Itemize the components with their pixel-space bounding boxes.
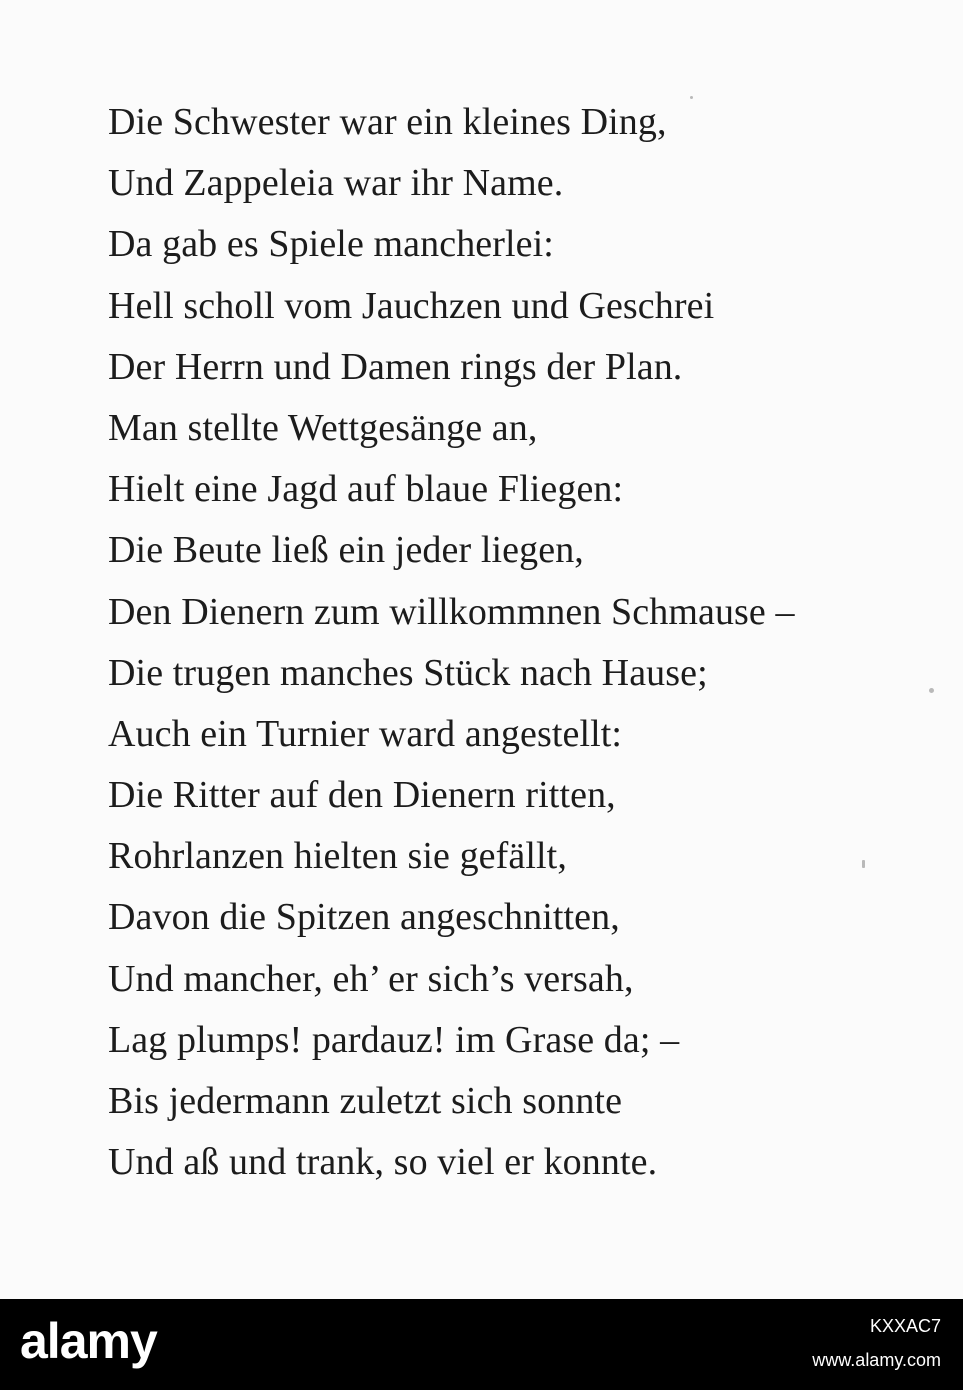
scan-speck	[862, 860, 865, 868]
poem-line: Da gab es Spiele mancherlei:	[108, 223, 554, 266]
poem-line: Die Ritter auf den Dienern ritten,	[108, 774, 616, 817]
alamy-logo: alamy	[20, 1313, 157, 1369]
poem-line: Bis jedermann zuletzt sich sonnte	[108, 1080, 623, 1122]
poem-line: Lag plumps! pardauz! im Grase da; –	[108, 1018, 680, 1061]
poem-line: Die trugen manches Stück nach Hause;	[108, 651, 708, 694]
poem-text	[108, 92, 958, 1193]
poem-line: Rohrlanzen hielten sie gefällt,	[108, 835, 567, 878]
site-url-label: www.alamy.com	[812, 1350, 941, 1370]
poem-line: Die Beute ließ ein jeder liegen,	[108, 529, 584, 572]
poem-line: Hell scholl vom Jauchzen und Geschrei	[108, 284, 715, 327]
poem-line: Auch ein Turnier ward angestellt:	[108, 712, 623, 755]
poem-line: Und mancher, eh’ er sich’s versah,	[108, 957, 634, 1000]
poem-line: Und Zappeleia war ihr Name.	[108, 162, 564, 205]
poem-line: Und aß und trank, so viel er konnte.	[108, 1141, 658, 1184]
watermark-bar	[0, 1299, 963, 1390]
scan-speck	[690, 96, 693, 99]
scan-speck	[929, 688, 934, 693]
poem-line: Den Dienern zum willkommnen Schmause –	[108, 590, 795, 633]
poem-line: Der Herrn und Damen rings der Plan.	[108, 345, 683, 388]
poem-line: Die Schwester war ein kleines Ding,	[108, 101, 667, 143]
poem-line: Davon die Spitzen angeschnitten,	[108, 896, 620, 939]
image-id-label: KXXAC7	[869, 1316, 941, 1336]
poem-line: Man stellte Wettgesänge an,	[108, 406, 538, 449]
poem-line: Hielt eine Jagd auf blaue Fliegen:	[108, 468, 624, 511]
